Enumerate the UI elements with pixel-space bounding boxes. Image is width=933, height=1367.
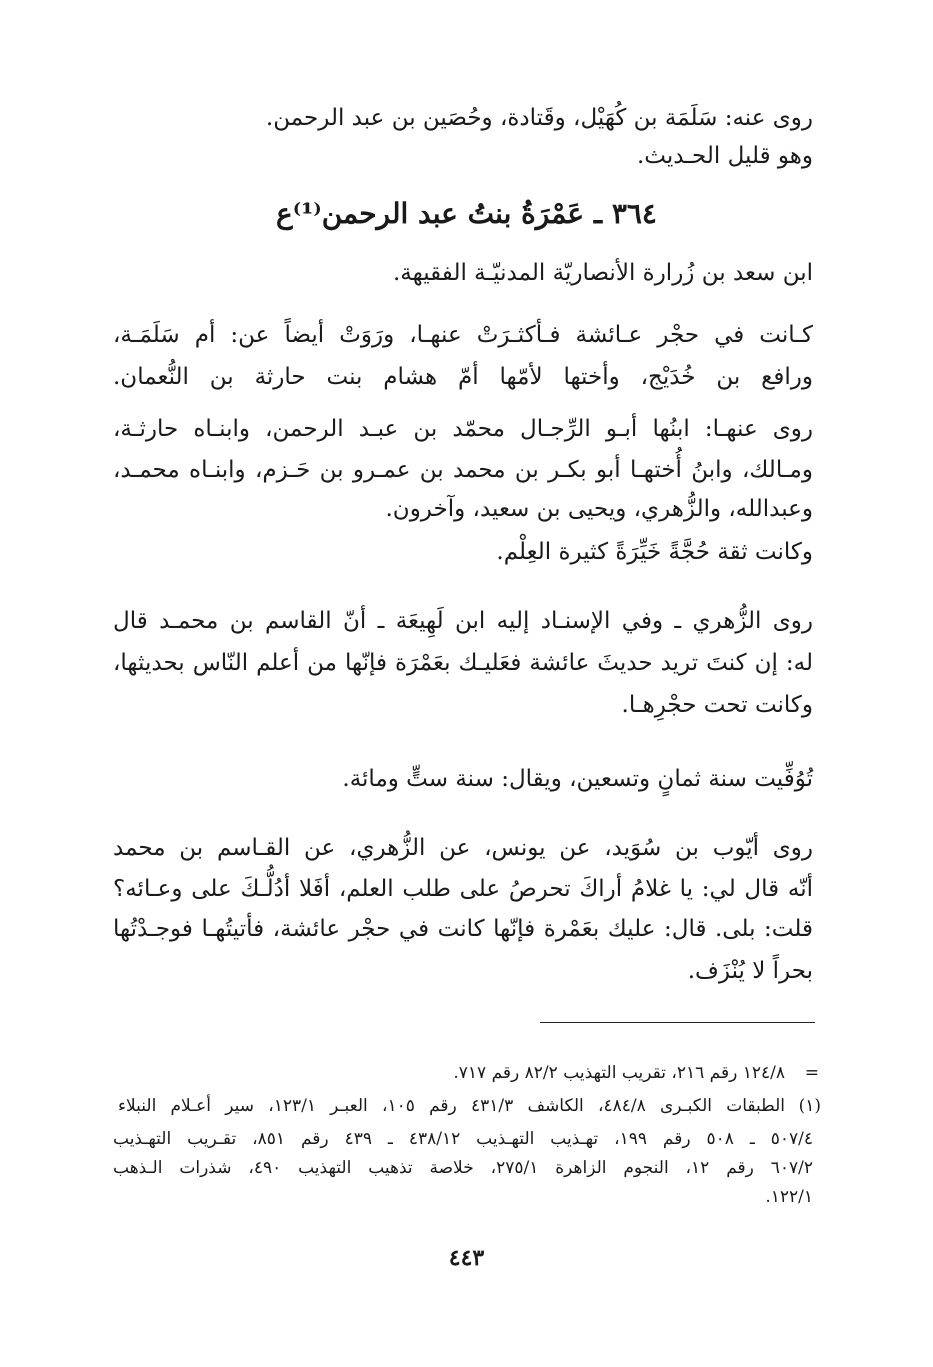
- footnote-line: ١٢٢/١.: [765, 1187, 813, 1207]
- footnote-line: الطبقات الكبـرى ٤٨٤/٨، الكاشف ٤٣١/٣ رقم ١٠٥، العبـر ١٢٣/١، سير أعـلام النبلاء: [118, 1096, 786, 1116]
- paragraph-line: وعبدالله، والزُّهري، ويحيى بن سعيد، وآخرون.: [385, 496, 813, 522]
- footnote-separator: [540, 1022, 815, 1023]
- narrators-line: روى عنه: سَلَمَة بن كُهَيْل، وقَتادة، وحُصَين بن عبد الرحمن.: [265, 105, 813, 131]
- footnote-continuation: ١٢٤/٨ رقم ٢١٦، تقريب التهذيب ٨٢/٢ رقم ٧١٧.: [453, 1063, 785, 1083]
- footnote-line: ٦٠٧/٢ رقم ١٢، النجوم الزاهرة ٢٧٥/١، خلاصة تذهيب التهذيب ٤٩٠، شذرات الـذهب: [113, 1158, 813, 1178]
- trust-line: وكانت ثقة حُجَّةً خَيِّرَةً كثيرة العِلْم.: [496, 539, 813, 565]
- lineage-line: ابن سعد بن زُرارة الأنصاريّة المدنيّـة الفقيهة.: [392, 260, 813, 286]
- paragraph-line: روى عنهـا: ابنُها أبـو الرِّجـال محمّد بن عبـد الرحمن، وابنـاه حارثـة،: [113, 416, 813, 442]
- footnote-continuation-mark: =: [804, 1063, 819, 1083]
- paragraph-line: بحراً لا يُنْزَف.: [687, 958, 813, 984]
- death-line: تُوُفِّيت سنة ثمانٍ وتسعين، ويقال: سنة ستٍّ ومائة.: [342, 766, 813, 792]
- footnote-line: ٥٠٧/٤ ـ ٥٠٨ رقم ١٩٩، تهـذيب التهـذيب ٤٣٨/١٢ ـ ٤٣٩ رقم ٨٥١، تقـريب التهـذيب: [113, 1129, 814, 1149]
- paragraph-line: روى الزُّهري ـ وفي الإسنـاد إليه ابن لَهِيعَة ـ أنّ القاسم بن محمـد قال: [113, 608, 813, 634]
- paragraph-line: وكانت تحت حجْرِهـا.: [621, 692, 813, 718]
- paragraph-line: أنّه قال لي: يا غلامُ أراكَ تحرصُ على طلب العلم، أفَلا أدُلُّـكَ على وعـائه؟: [113, 876, 813, 902]
- hadith-note-line: وهو قليل الحـديث.: [636, 143, 813, 169]
- paragraph-line: قلت: بلى. قال: عليك بعَمْرة فإنّها كانت في حجْر عائشة، فأتيتُهـا فوجـدْتُها: [113, 916, 813, 942]
- paragraph-line: له: إن كنتَ تريد حديثَ عائشة فعَليـك بعَمْرَة فإنّها من أعلم النّاس بحديثها،: [113, 650, 813, 676]
- paragraph-line: روى أيّوب بن سُوَيد، عن يونس، عن الزُّهري، عن القـاسم بن محمد: [113, 835, 813, 861]
- footnote-number: (١): [798, 1096, 821, 1116]
- page-number: ٤٤٣: [448, 1245, 485, 1271]
- paragraph-line: ومـالك، وابنُ أُختهـا أبو بكـر بن محمد بن عمـرو بن حَـزم، وابنـاه محمـد،: [113, 457, 813, 483]
- entry-heading: ٣٦٤ ـ عَمْرَةُ بنتُ عبد الرحمن⁽¹⁾ع: [276, 197, 657, 230]
- paragraph-line: كـانت في حجْر عـائشة فـأكثـرَتْ عنهـا، ورَوَتْ أيضاً عن: أم سَلَمَـة،: [113, 322, 813, 348]
- paragraph-line: ورافع بن خُدَيْج، وأختها لأمّها أمّ هشام بنت حارثة بن النُّعمان.: [113, 364, 813, 390]
